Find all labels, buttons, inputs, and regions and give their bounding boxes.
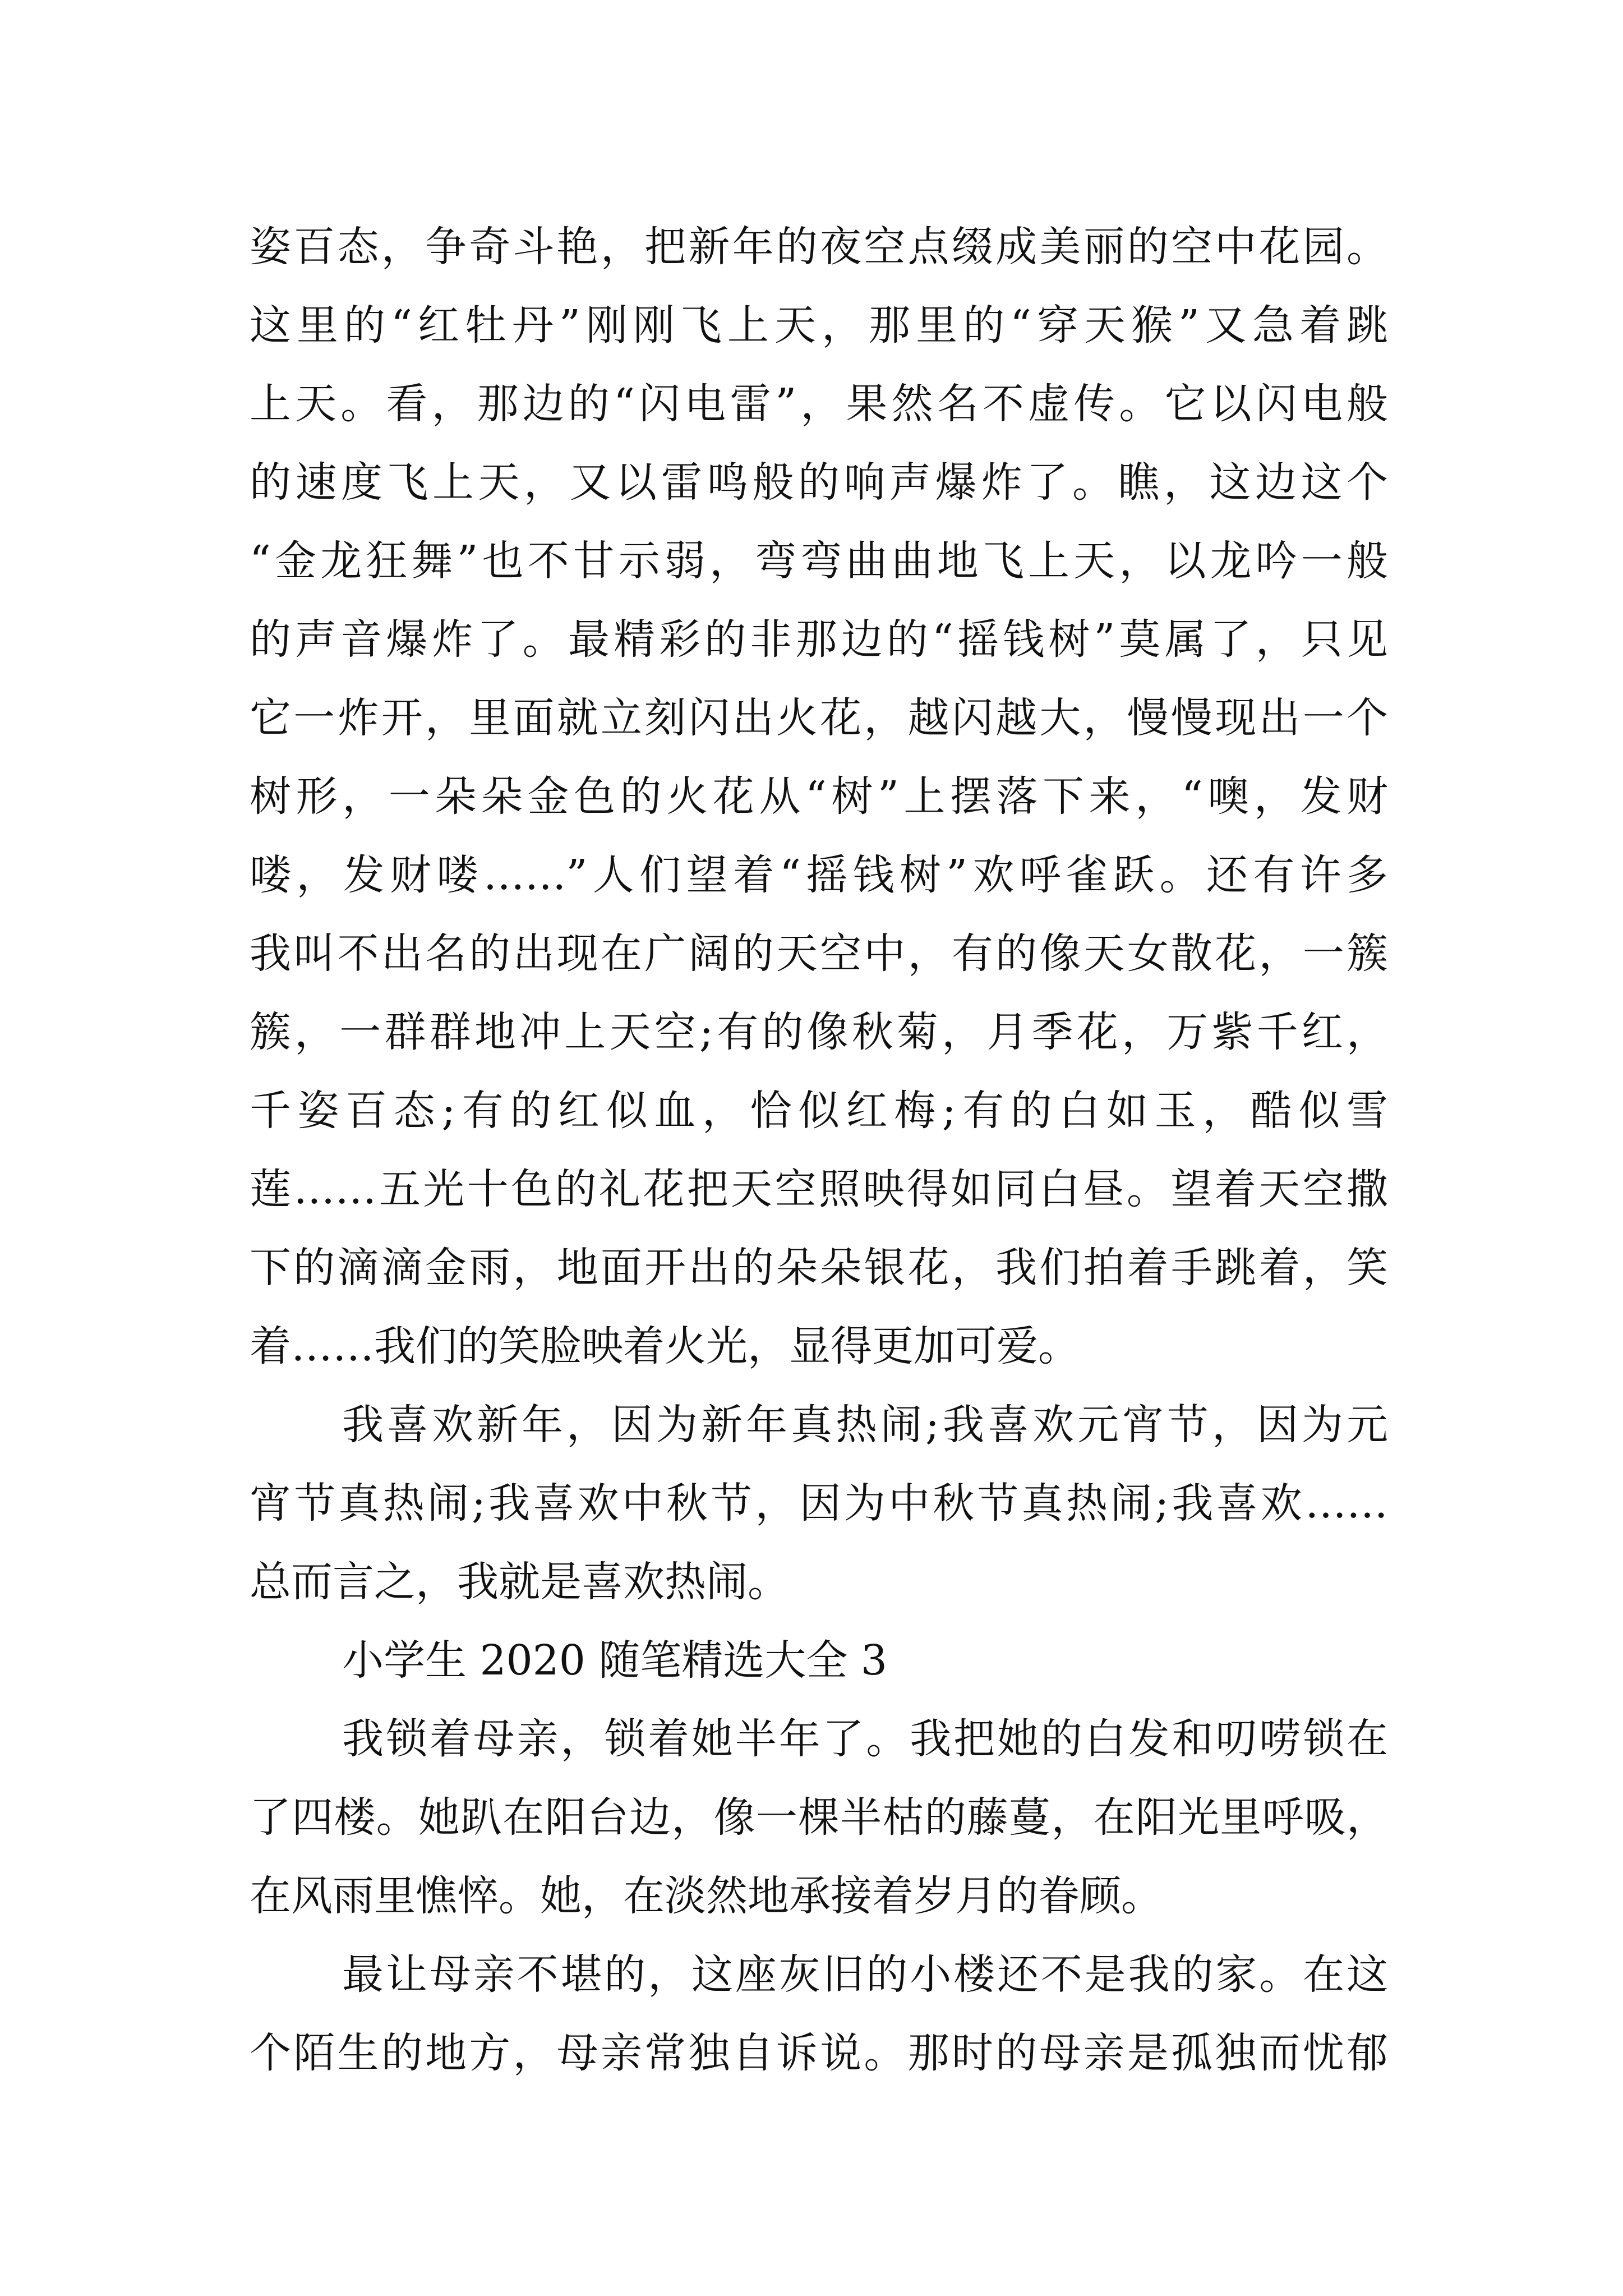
text-line: 总而言之，我就是喜欢热闹。 bbox=[250, 1558, 789, 1606]
text-line: 的声音爆炸了。最精彩的非那边的“摇钱树”莫属了，只见 bbox=[250, 615, 1388, 664]
paragraph-first-line: 我锁着母亲，锁着她半年了。我把她的白发和叨唠锁在 bbox=[342, 1715, 1388, 1763]
text-line: 簇，一群群地冲上天空;有的像秋菊，月季花，万紫千红， bbox=[250, 1008, 1388, 1056]
text-line: 着……我们的笑脸映着火光，显得更加可爱。 bbox=[250, 1322, 1080, 1370]
text-line: 宵节真热闹;我喜欢中秋节，因为中秋节真热闹;我喜欢…… bbox=[250, 1479, 1388, 1527]
text-line: 这里的“红牡丹”刚刚飞上天，那里的“穿天猴”又急着跳 bbox=[250, 301, 1388, 349]
text-line: 它一炸开，里面就立刻闪出火花，越闪越大，慢慢现出一个 bbox=[250, 694, 1388, 742]
text-line: 姿百态，争奇斗艳，把新年的夜空点缀成美丽的空中花园。 bbox=[250, 223, 1388, 271]
text-line: 我叫不出名的出现在广阔的天空中，有的像天女散花，一簇 bbox=[250, 930, 1388, 978]
paragraph-first-line: 最让母亲不堪的，这座灰旧的小楼还不是我的家。在这 bbox=[342, 1950, 1388, 1999]
text-line: 树形，一朵朵金色的火花从“树”上摆落下来，“噢，发财 bbox=[250, 772, 1388, 821]
text-line: 千姿百态;有的红似血，恰似红梅;有的白如玉，酷似雪 bbox=[250, 1087, 1388, 1135]
text-line: 个陌生的地方，母亲常独自诉说。那时的母亲是孤独而忧郁 bbox=[250, 2029, 1388, 2077]
text-line: 下的滴滴金雨，地面开出的朵朵银花，我们拍着手跳着，笑 bbox=[250, 1244, 1388, 1292]
paragraph-first-line: 我喜欢新年，因为新年真热闹;我喜欢元宵节，因为元 bbox=[342, 1401, 1388, 1449]
text-line: 在风雨里憔悴。她，在淡然地承接着岁月的眷顾。 bbox=[250, 1872, 1163, 1920]
text-line: 喽，发财喽……”人们望着“摇钱树”欢呼雀跃。还有许多 bbox=[250, 851, 1388, 899]
text-line: “金龙狂舞”也不甘示弱，弯弯曲曲地飞上天，以龙吟一般 bbox=[250, 537, 1388, 585]
text-line: 莲……五光十色的礼花把天空照映得如同白昼。望着天空撒 bbox=[250, 1165, 1388, 1213]
text-line: 了四楼。她趴在阳台边，像一棵半枯的藤蔓，在阳光里呼吸， bbox=[250, 1793, 1388, 1842]
section-heading: 小学生 2020 随笔精选大全 3 bbox=[342, 1636, 887, 1685]
text-line: 的速度飞上天，又以雷鸣般的响声爆炸了。瞧，这边这个 bbox=[250, 458, 1388, 507]
text-line: 上天。看，那边的“闪电雷”，果然名不虚传。它以闪电般 bbox=[250, 380, 1388, 428]
